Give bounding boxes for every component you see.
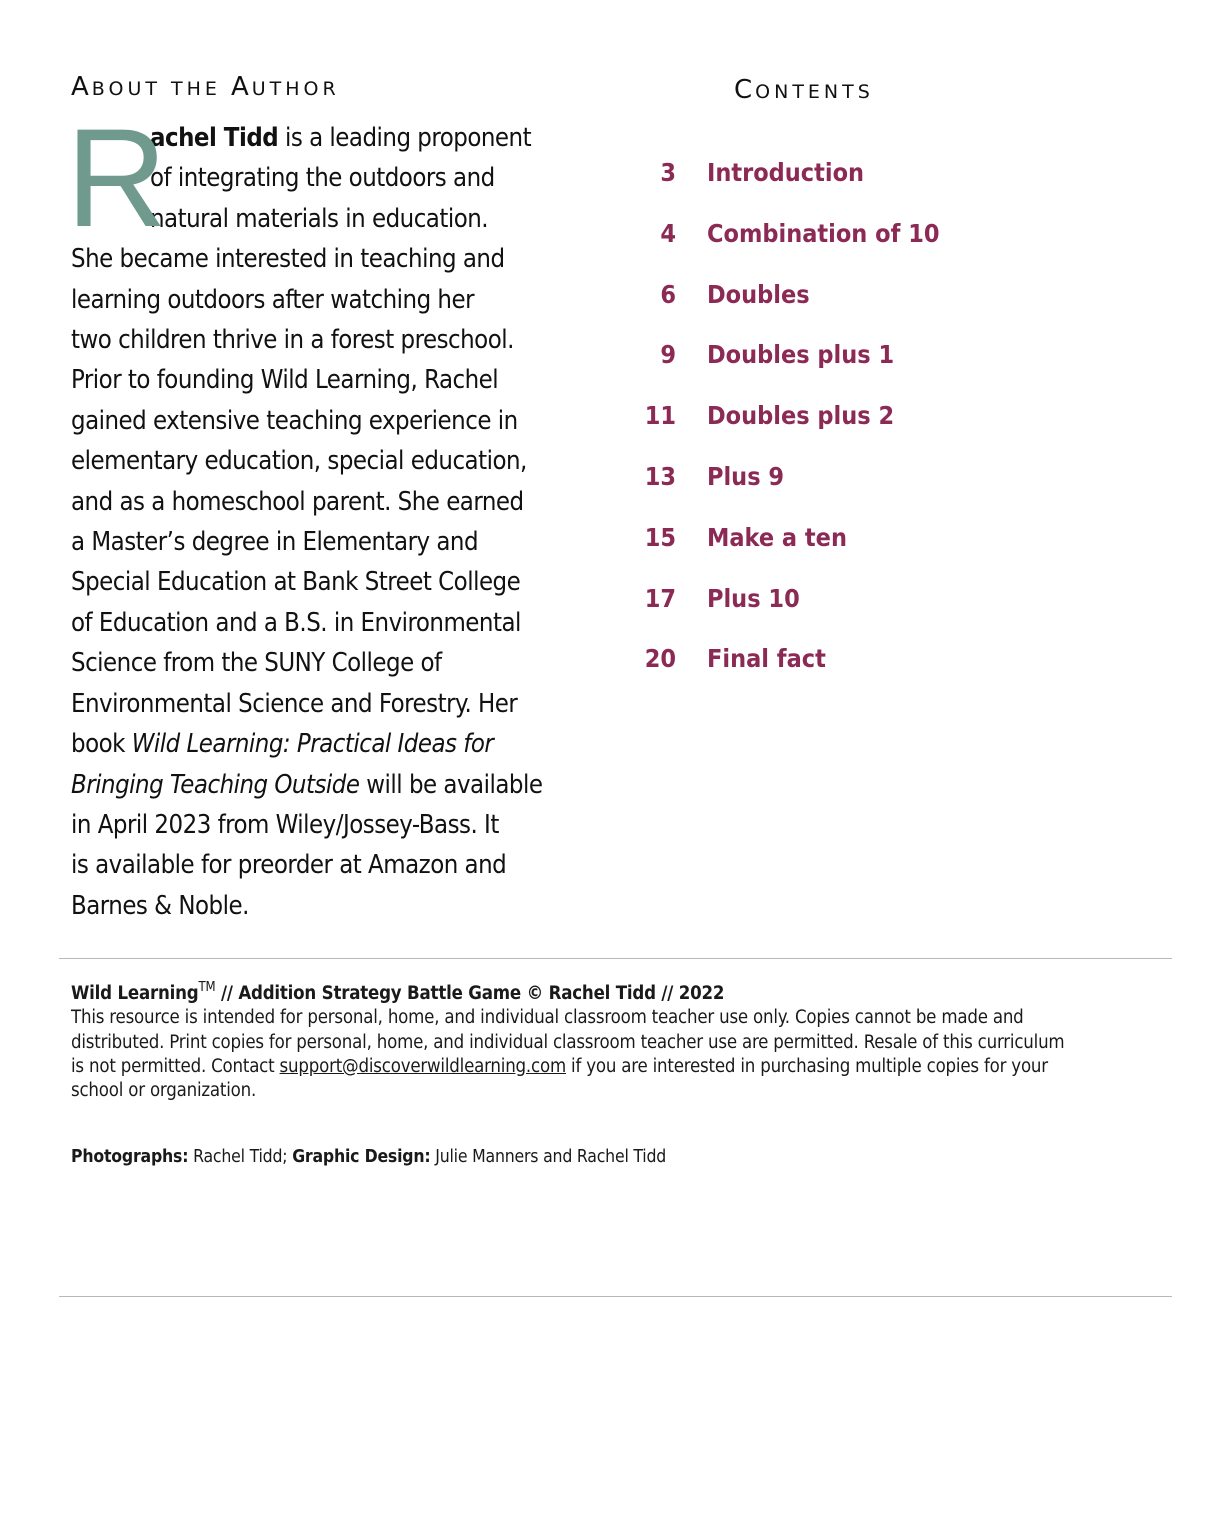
bio-line: of integrating the outdoors and: [150, 163, 495, 194]
book-title: Wild Learning: Practical Ideas for: [131, 729, 494, 760]
footer-title: Wild Learning™ // Addition Strategy Battle Game © Rachel Tidd // 2022: [71, 980, 725, 1004]
author-name: achel Tidd: [150, 123, 279, 153]
drop-cap-letter: R: [66, 99, 167, 256]
bio-line: She became interested in teaching and: [71, 244, 505, 275]
toc-item[interactable]: [630, 515, 1030, 576]
toc-title: Introduction: [707, 158, 865, 187]
bio-line: a Master’s degree in Elementary and: [71, 527, 479, 558]
about-author-heading: ABOUT THE AUTHOR: [71, 72, 340, 102]
bio-line: of Education and a B.S. in Environmental: [71, 607, 521, 638]
design-label: Graphic Design:: [292, 1147, 431, 1167]
toc-page-number: 17: [644, 583, 676, 613]
contents-heading: CONTENTS: [734, 75, 874, 105]
toc-item[interactable]: [630, 272, 1030, 333]
trademark: TM: [198, 980, 216, 995]
divider: [59, 1296, 1172, 1297]
toc-page-number: 13: [644, 461, 676, 491]
bio-line: Science from the SUNY College of: [71, 648, 442, 679]
toc-item[interactable]: [630, 454, 1030, 515]
toc-title: Plus 10: [707, 583, 800, 613]
credits-line: [71, 1147, 666, 1167]
photos-credit: Rachel Tidd;: [188, 1147, 293, 1167]
footer-line: distributed. Print copies for personal, home, and individual classroom teacher use are permitted. Resale of this curriculum: [71, 1031, 1065, 1053]
photos-label: Photographs:: [71, 1147, 189, 1167]
toc-page-number: 15: [644, 522, 676, 552]
toc-title: Doubles plus 2: [707, 401, 895, 431]
book-title-cont: Bringing Teaching Outside: [71, 769, 360, 800]
author-bio: [66, 99, 611, 926]
bio-line: Barnes & Noble.: [71, 890, 249, 921]
design-credit: Julie Manners and Rachel Tidd: [430, 1147, 667, 1167]
toc-page-number: 3: [660, 158, 676, 187]
bio-line: book Wild Learning: Practical Ideas for: [71, 729, 494, 760]
toc-item[interactable]: [630, 576, 1030, 637]
toc-title: Combination of 10: [707, 218, 940, 248]
toc-title: Doubles: [707, 279, 810, 309]
bio-line: Bringing Teaching Outside will be available: [71, 769, 543, 800]
footer-line: school or organization.: [71, 1080, 257, 1102]
bio-line: Environmental Science and Forestry. Her: [71, 688, 518, 719]
bio-line: elementary education, special education,: [71, 446, 527, 477]
toc-title: Plus 9: [707, 461, 785, 491]
divider: [59, 958, 1172, 959]
copyright-notice: [71, 982, 1161, 1103]
bio-line: in April 2023 from Wiley/Jossey-Bass. It: [71, 809, 499, 840]
toc-title: Make a ten: [707, 522, 847, 552]
toc-page-number: 9: [660, 340, 676, 370]
bio-line: is available for preorder at Amazon and: [71, 850, 507, 881]
toc-item[interactable]: [630, 332, 1030, 393]
toc-page-number: 6: [660, 279, 676, 309]
toc-title: Doubles plus 1: [707, 340, 895, 370]
toc-title: Final fact: [707, 644, 826, 674]
toc-item[interactable]: [630, 636, 1030, 697]
bio-line: learning outdoors after watching her: [71, 284, 475, 315]
bio-line: Special Education at Bank Street College: [71, 567, 521, 598]
bio-line: natural materials in education.: [150, 203, 489, 234]
toc-item[interactable]: [630, 211, 1030, 272]
footer-line: is not permitted. Contact support@discoverwildlearning.com if you are interested in purchasing multiple copies for your: [71, 1055, 1048, 1077]
bio-line: Prior to founding Wild Learning, Rachel: [71, 365, 499, 396]
toc-item[interactable]: [630, 393, 1030, 454]
bio-line: and as a homeschool parent. She earned: [71, 486, 524, 517]
bio-line: two children thrive in a forest preschool.: [71, 325, 514, 356]
toc-page-number: 4: [660, 218, 676, 248]
toc-page-number: 11: [644, 401, 676, 431]
bio-line: gained extensive teaching experience in: [71, 405, 518, 436]
toc-item[interactable]: [630, 150, 1030, 211]
bio-line: achel Tidd is a leading proponent: [150, 123, 532, 153]
support-email-link[interactable]: support@discoverwildlearning.com: [279, 1055, 566, 1077]
toc-page-number: 20: [644, 644, 676, 674]
table-of-contents: [630, 150, 1030, 697]
footer-line: This resource is intended for personal, home, and individual classroom teacher use only. Copies cannot be made and: [71, 1007, 1024, 1029]
